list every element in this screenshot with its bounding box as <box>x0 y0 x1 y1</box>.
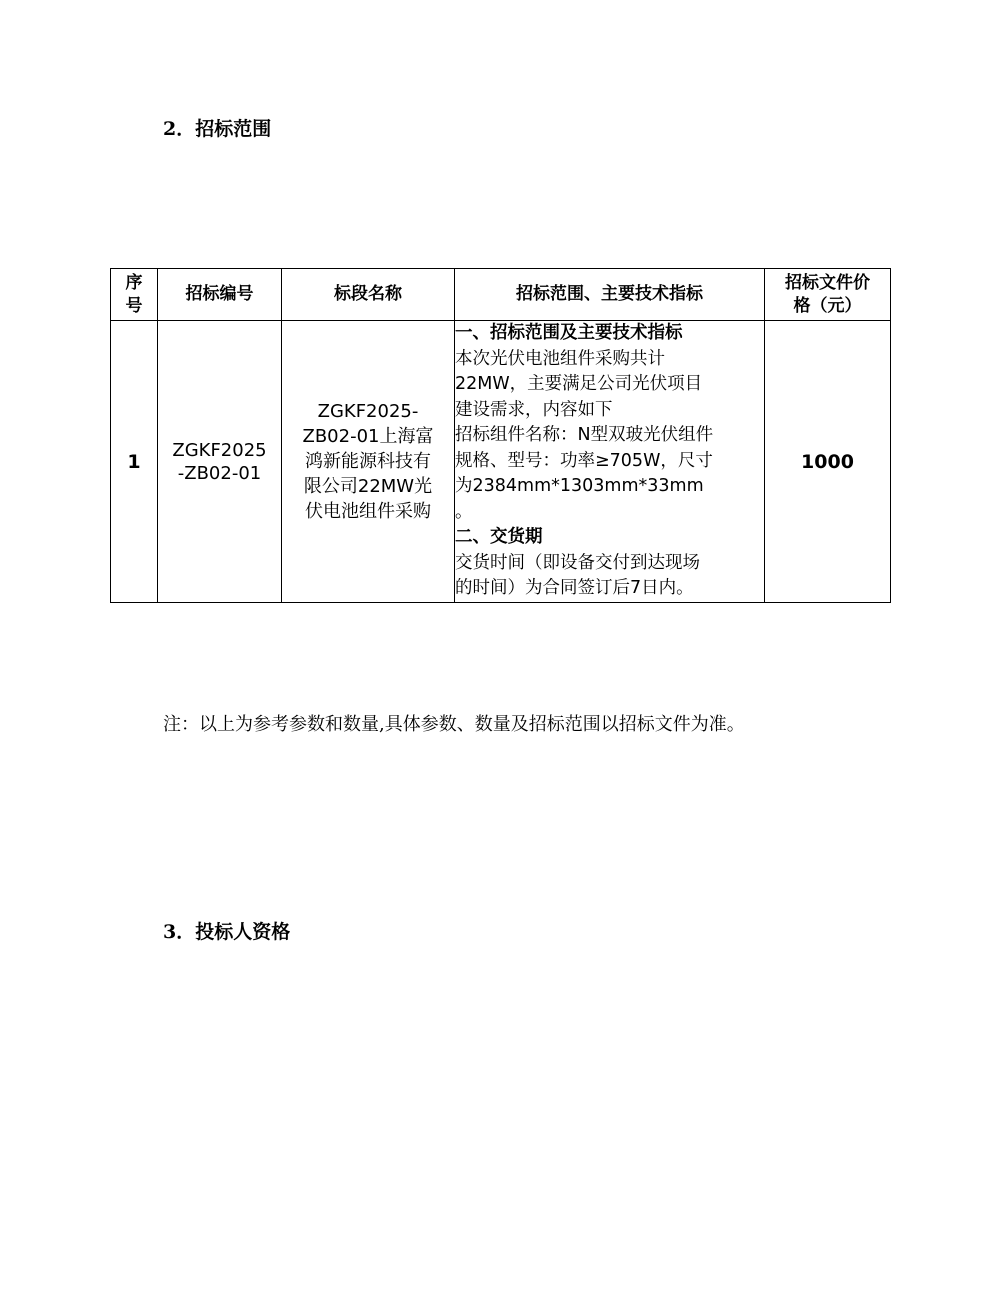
lot-name-line: 鸿新能源科技有 <box>305 451 431 472</box>
header-scope-specs: 招标范围、主要技术指标 <box>455 269 765 321</box>
lot-name-line: ZGKF2025- <box>317 401 419 422</box>
scope-subheading: 一、招标范围及主要技术指标 <box>455 323 683 344</box>
scope-line: 建设需求，内容如下 <box>455 399 613 420</box>
cell-doc-price: 1000 <box>765 321 891 603</box>
cell-bid-code-line2: -ZB02-01 <box>177 462 262 484</box>
lot-name-line: 限公司22MW光 <box>303 476 433 497</box>
scope-line: 22MW，主要满足公司光伏项目 <box>455 374 703 395</box>
scope-line: 的时间）为合同签订后7日内。 <box>455 578 694 599</box>
section-heading-bidder-qualification: 3．投标人资格 <box>163 921 291 943</box>
delivery-subheading: 二、交货期 <box>455 527 543 548</box>
lot-name-line: ZB02-01上海富 <box>302 426 434 447</box>
scope-line: 本次光伏电池组件采购共计 <box>455 348 665 369</box>
bid-table <box>110 268 891 603</box>
lot-name-line: 伏电池组件采购 <box>305 501 431 522</box>
table-row <box>111 321 891 603</box>
cell-serial-no: 1 <box>111 321 158 603</box>
header-lot-name: 标段名称 <box>282 269 455 321</box>
scope-line: 为2384mm*1303mm*33mm <box>455 476 704 497</box>
scope-line: 交货时间（即设备交付到达现场 <box>455 552 700 573</box>
header-doc-price <box>765 269 891 321</box>
note-text: 注：以上为参考参数和数量,具体参数、数量及招标范围以招标文件为准。 <box>163 714 745 735</box>
cell-lot-name <box>282 321 455 603</box>
section-heading-bid-scope: 2．招标范围 <box>163 118 272 140</box>
header-serial-no-line1: 序 <box>125 272 143 293</box>
cell-bid-code <box>158 321 282 603</box>
header-serial-no <box>111 269 158 321</box>
header-bid-code: 招标编号 <box>158 269 282 321</box>
header-doc-price-line1: 招标文件价 <box>785 272 870 293</box>
cell-scope-specs <box>455 321 765 603</box>
cell-bid-code-line1: ZGKF2025 <box>172 439 267 461</box>
header-doc-price-line2: 格（元） <box>793 295 862 316</box>
header-serial-no-line2: 号 <box>125 295 143 316</box>
scope-line: 。 <box>455 501 473 522</box>
table-header-row <box>111 269 891 321</box>
scope-line: 规格、型号：功率≥705W，尺寸 <box>455 450 713 471</box>
scope-line: 招标组件名称：N型双玻光伏组件 <box>455 425 714 446</box>
